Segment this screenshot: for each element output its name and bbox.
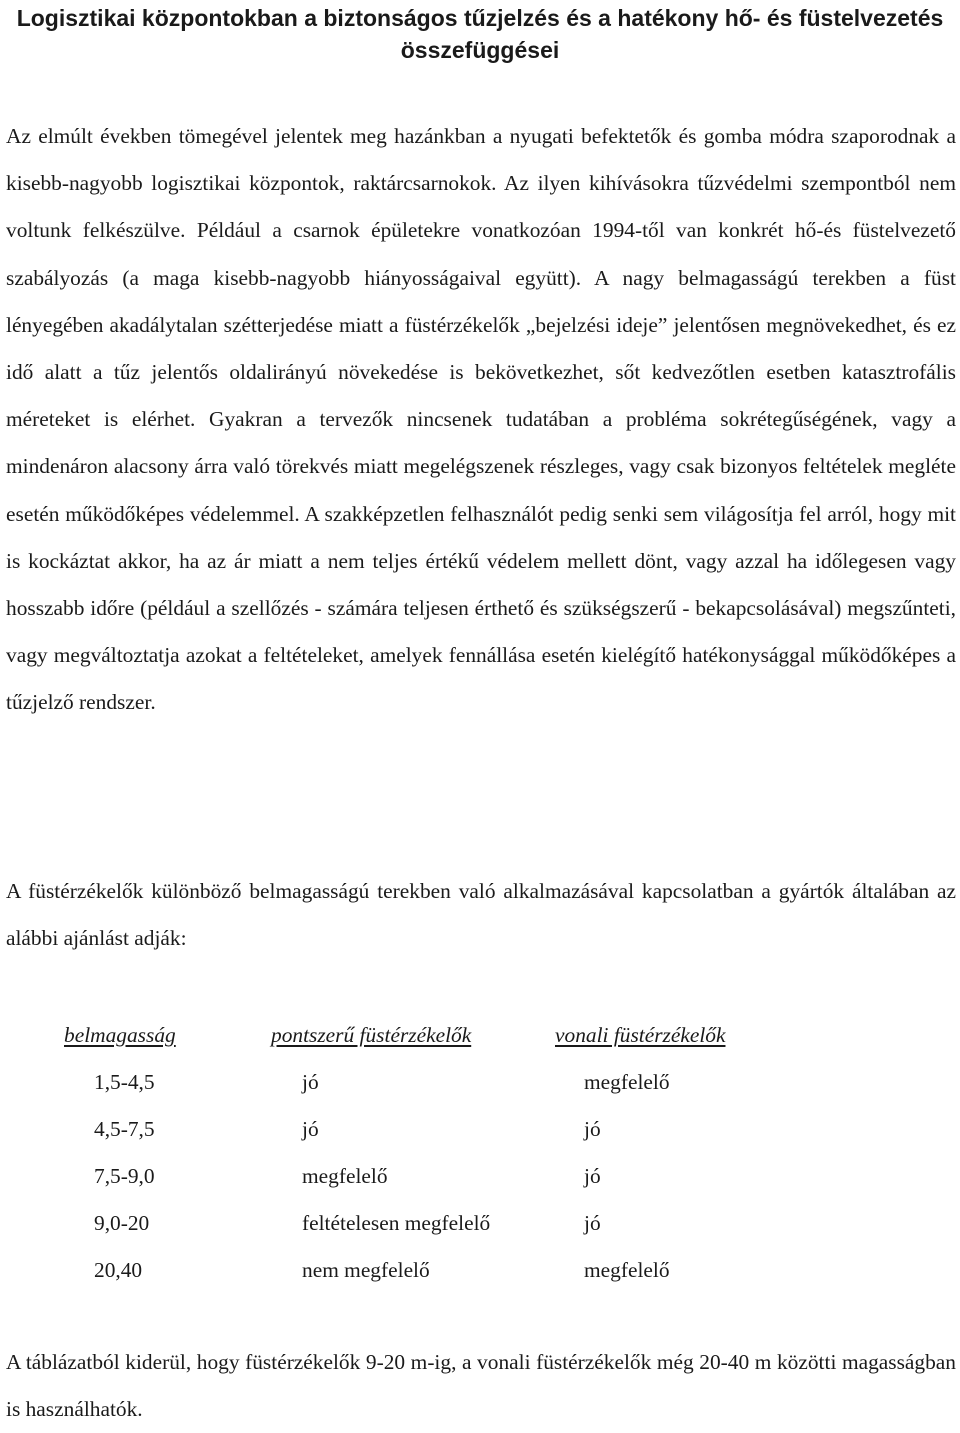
- table-cell-height: 7,5-9,0: [94, 1164, 155, 1188]
- table-row: [0, 1059, 960, 1106]
- table-cell-point: feltételesen megfelelő: [302, 1211, 491, 1235]
- table-header-point-detectors: pontszerű füstérzékelők: [271, 1023, 472, 1047]
- table-cell-linear: jó: [584, 1164, 601, 1188]
- table-cell-point: nem megfelelő: [302, 1258, 430, 1282]
- conclusion-paragraph: A táblázatból kiderül, hogy füstérzékelők 9-20 m-ig, a vonali füstérzékelők még 20-40 m közötti magasságban is használhatók.: [6, 1350, 956, 1422]
- table-cell-height: 1,5-4,5: [94, 1070, 155, 1094]
- table-cell-point: megfelelő: [302, 1164, 388, 1188]
- table-cell-linear: jó: [584, 1211, 601, 1235]
- table-cell-height: 20,40: [94, 1258, 143, 1282]
- table-cell-point: jó: [302, 1070, 319, 1094]
- table-row: [0, 1106, 960, 1153]
- table-cell-height: 9,0-20: [94, 1211, 150, 1235]
- table-cell-point: jó: [302, 1117, 319, 1141]
- table-header-linear-detectors: vonali füstérzékelők: [555, 1023, 726, 1047]
- table-cell-height: 4,5-7,5: [94, 1117, 155, 1141]
- table-header-ceiling-height: belmagasság: [64, 1023, 176, 1047]
- document-title: Logisztikai központokban a biztonságos tűzjelzés és a hatékony hő- és füstelvezetés összefüggései: [16, 5, 944, 63]
- recommendation-intro-paragraph: A füstérzékelők különböző belmagasságú terekben való alkalmazásával kapcsolatban a gyártók általában az alábbi ajánlást adják:: [6, 879, 956, 951]
- intro-paragraph: Az elmúlt években tömegével jelentek meg hazánkban a nyugati befektetők és gomba módra szaporodnak a kisebb-nagyobb logisztikai központok, raktárcsarnokok. Az ilyen kihívásokra tűzvédelmi szempontból nem voltunk felkészülve. Például a csarnok épületekre vonatkozóan 1994-től van konkrét hő-és füstelvezető szabályozás (a maga kisebb-nagyobb hiányosságaival együtt). A nagy belmagasságú terekben a füst lényegében akadálytalan szétterjedése miatt a füstérzékelők „bejelzési ideje” jelentősen megnövekedhet, és ez idő alatt a tűz jelentős oldalirányú növekedése is bekövetkezhet, sőt kedvezőtlen esetben katasztrofális méreteket is elérhet. Gyakran a tervezők nincsenek tudatában a probléma sokrétegűségének, vagy a mindenáron alacsony árra való törekvés miatt megelégszenek részleges, vagy csak bizonyos feltételek megléte esetén működőképes védelemmel. A szakképzetlen felhasználót pedig senki sem világosítja fel arról, hogy mit is kockáztat akkor, ha az ár miatt a nem teljes értékű védelem mellett dönt, vagy azzal ha időlegesen vagy hosszabb időre (például a szellőzés - számára teljesen érthető és szükségszerű - bekapcsolásával) megszűnteti, vagy megváltoztatja azokat a feltételeket, amelyek fennállása esetén kielégítő hatékonysággal működőképes a tűzjelző rendszer.: [6, 124, 956, 715]
- table-row: [0, 1153, 960, 1200]
- table-row: [0, 1247, 960, 1294]
- detector-recommendation-table: [0, 1012, 960, 1294]
- table-cell-linear: jó: [584, 1117, 601, 1141]
- table-header-row: [0, 1012, 960, 1059]
- table-row: [0, 1200, 960, 1247]
- table-cell-linear: megfelelő: [584, 1070, 670, 1094]
- table-cell-linear: megfelelő: [584, 1258, 670, 1282]
